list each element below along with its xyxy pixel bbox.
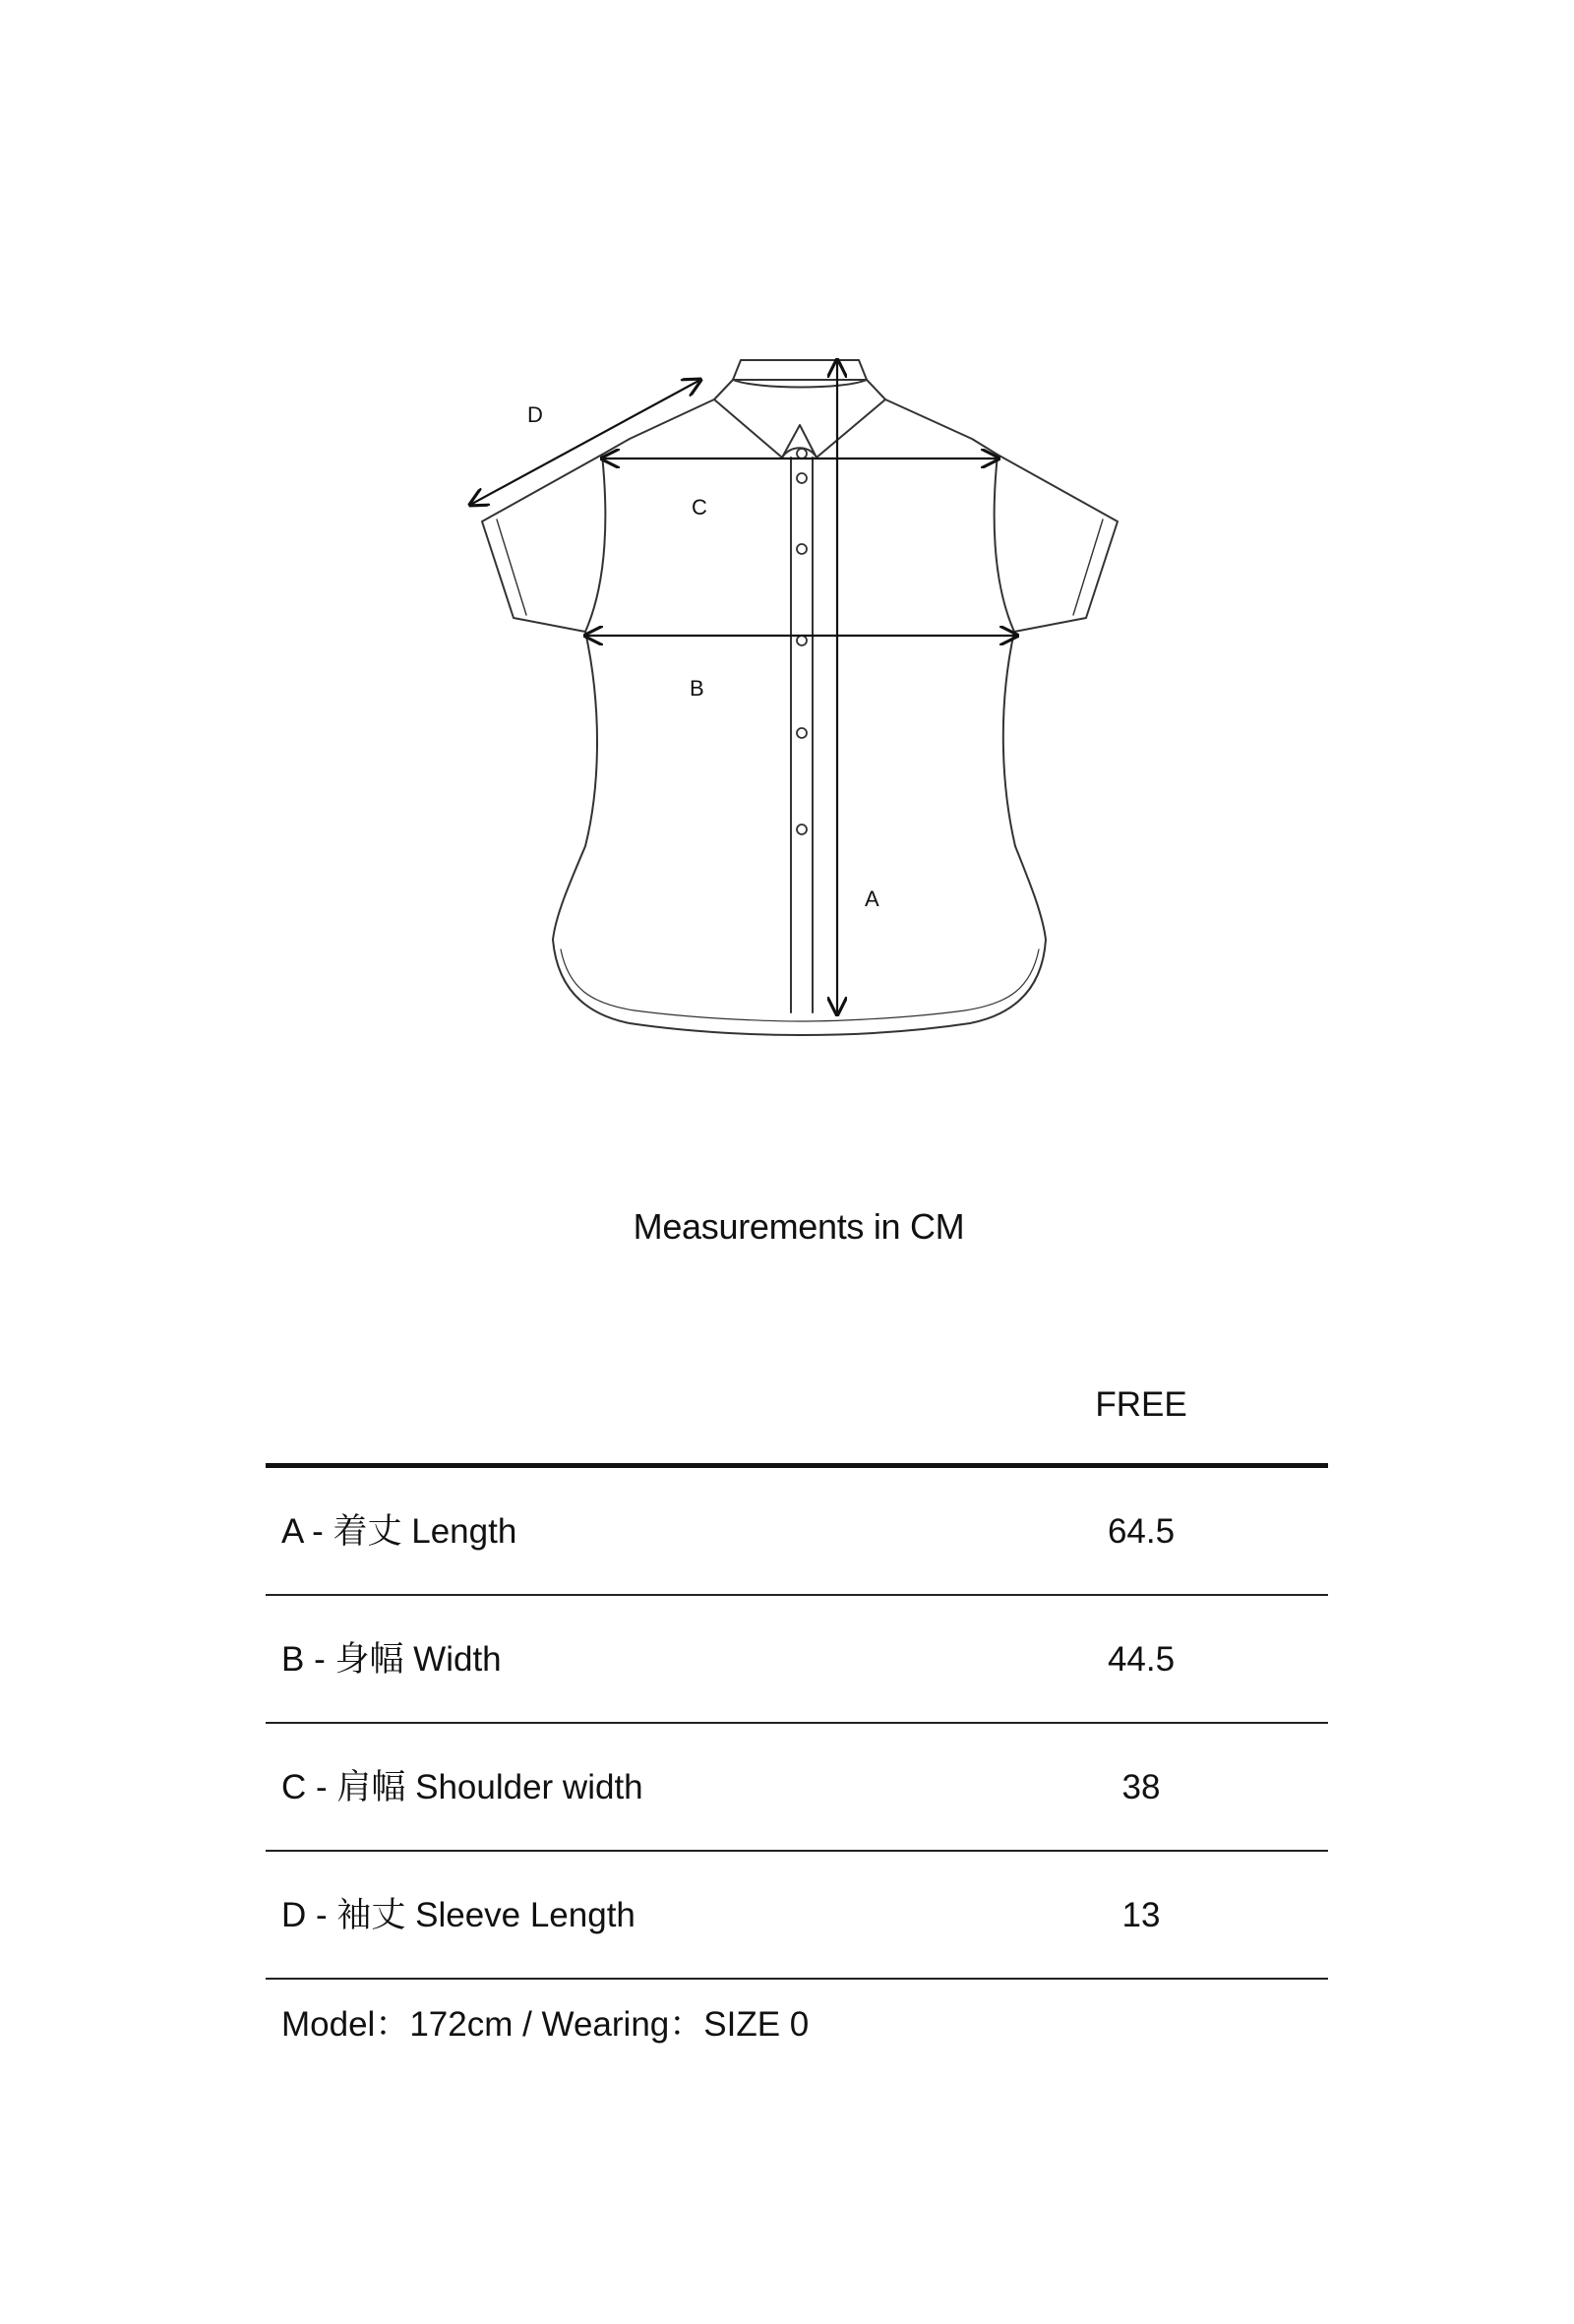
shirt-button (797, 728, 807, 738)
shirt-diagram (0, 0, 1574, 1082)
table-row-length (266, 1468, 1328, 1596)
table-row-shoulder-width (266, 1724, 1328, 1852)
shirt-button (797, 825, 807, 834)
shirt-button (797, 473, 807, 483)
row-value: 64.5 (1107, 1512, 1176, 1551)
row-value: 13 (1121, 1896, 1161, 1934)
table-row-width (266, 1596, 1328, 1724)
size-column-header: FREE (1095, 1385, 1187, 1424)
label-c: C (692, 495, 707, 520)
row-value: 38 (1121, 1768, 1161, 1806)
shirt-button (797, 636, 807, 645)
table-row-sleeve-length (266, 1852, 1328, 1980)
row-label: A - 着丈 Length (281, 1512, 517, 1551)
label-a: A (865, 887, 879, 911)
row-value: 44.5 (1107, 1640, 1176, 1679)
label-d: D (527, 402, 543, 427)
arrow-sleeve (470, 380, 700, 505)
measurements-heading: Measurements in CM (633, 1206, 965, 1247)
button-row (797, 449, 807, 834)
shirt-button (797, 544, 807, 554)
row-label: D - 袖丈 Sleeve Length (281, 1896, 636, 1934)
shirt-outline (482, 360, 1118, 1035)
row-label: C - 肩幅 Shoulder width (281, 1768, 643, 1806)
model-note: Model：172cm / Wearing：SIZE 0 (281, 2005, 810, 2044)
shirt-button (797, 449, 807, 459)
label-b: B (690, 676, 704, 701)
row-label: B - 身幅 Width (281, 1640, 502, 1679)
